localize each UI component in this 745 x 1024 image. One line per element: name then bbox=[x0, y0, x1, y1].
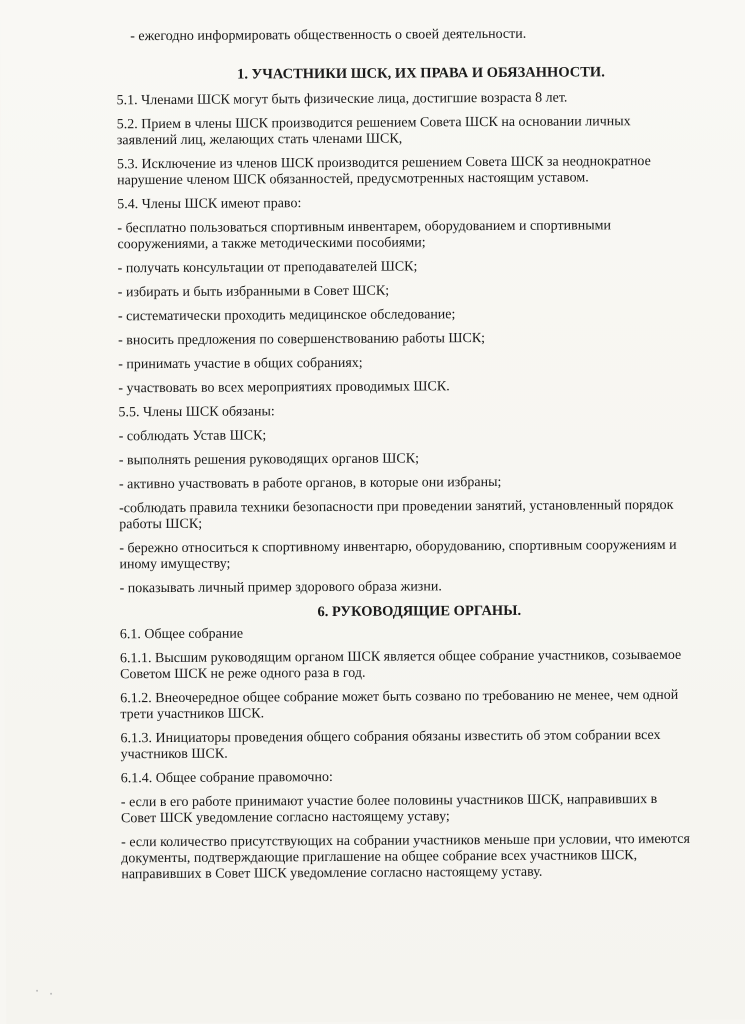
clause-5-5: 5.5. Члены ШСК обязаны: bbox=[118, 404, 275, 421]
clause-6-1-2: 6.1.2. Внеочередное общее собрание может быть созвано по требованию не менее, чем одной трети участников ШСК. bbox=[120, 687, 679, 723]
condition-item: - если в его работе принимают участие более половины участников ШСК, направивших в Совет ШСК уведомление согласно настоящему уставу; bbox=[120, 792, 658, 827]
duty-item: -соблюдать правила техники безопасности при проведении занятий, установленный порядок работы ШСК; bbox=[119, 497, 674, 533]
scan-speck bbox=[50, 993, 52, 995]
section-6-heading: 6. РУКОВОДЯЩИЕ ОРГАНЫ. bbox=[317, 602, 522, 621]
intro-line: - ежегодно информировать общественность о своей деятельности. bbox=[130, 26, 527, 45]
right-item: - избирать и быть избранными в Совет ШСК; bbox=[117, 283, 390, 301]
duty-item: - бережно относиться к спортивному инвентарю, оборудованию, спортивным сооружениям и иному имуществу; bbox=[119, 537, 677, 573]
clause-6-1-1: 6.1.1. Высшим руководящим органом ШСК является общее собрание участников, созываемое Советом ШСК не реже одного раза в год. bbox=[119, 647, 682, 683]
right-item: - получать консультации от преподавателей ШСК; bbox=[117, 259, 418, 277]
scan-speck bbox=[36, 990, 38, 992]
clause-6-1-4: 6.1.4. Общее собрание правомочно: bbox=[120, 769, 333, 787]
duty-item: - выполнять решения руководящих органов ШСК; bbox=[118, 451, 419, 469]
right-item: - принимать участие в общих собраниях; bbox=[118, 355, 363, 373]
clause-5-2: 5.2. Прием в члены ШСК производится решением Совета ШСК на основании личных заявлений лиц, желающих стать членами ШСК, bbox=[116, 114, 631, 149]
right-item: - вносить предложения по совершенствованию работы ШСК; bbox=[118, 331, 486, 349]
section-5-heading: 1. УЧАСТНИКИ ШСК, ИХ ПРАВА И ОБЯЗАННОСТИ. bbox=[237, 64, 605, 83]
duty-item: - показывать личный пример здорового образа жизни. bbox=[119, 579, 442, 597]
clause-6-1: 6.1. Общее собрание bbox=[119, 626, 244, 643]
condition-item: - если количество присутствующих на собрании участников меньше при условии, что имеются документы, подтверждающие приглашение на общее собрание всех участников ШСК, направивших в Совет ШСК уведомление согласно настоящему уставу. bbox=[121, 831, 690, 883]
clause-5-4: 5.4. Члены ШСК имеют право: bbox=[117, 196, 302, 213]
clause-5-3: 5.3. Исключение из членов ШСК производится решением Совета ШСК за неоднократное нарушение членом ШСК обязанностей, предусмотренных настоящим уставом. bbox=[116, 154, 651, 189]
duty-item: - соблюдать Устав ШСК; bbox=[118, 428, 267, 445]
duty-item: - активно участвовать в работе органов, в которые они избраны; bbox=[118, 474, 502, 493]
right-item: - систематически проходить медицинское обследование; bbox=[117, 307, 456, 325]
right-item: - бесплатно пользоваться спортивным инвентарем, оборудованием и спортивными сооружениями, а также методическими пособиями; bbox=[117, 218, 611, 253]
clause-6-1-3: 6.1.3. Инициаторы проведения общего собрания обязаны известить об этом собрании всех участников ШСК. bbox=[120, 727, 661, 763]
right-item: - участвовать во всех мероприятиях проводимых ШСК. bbox=[118, 379, 450, 397]
clause-5-1: 5.1. Членами ШСК могут быть физические лица, достигшие возраста 8 лет. bbox=[116, 90, 568, 109]
